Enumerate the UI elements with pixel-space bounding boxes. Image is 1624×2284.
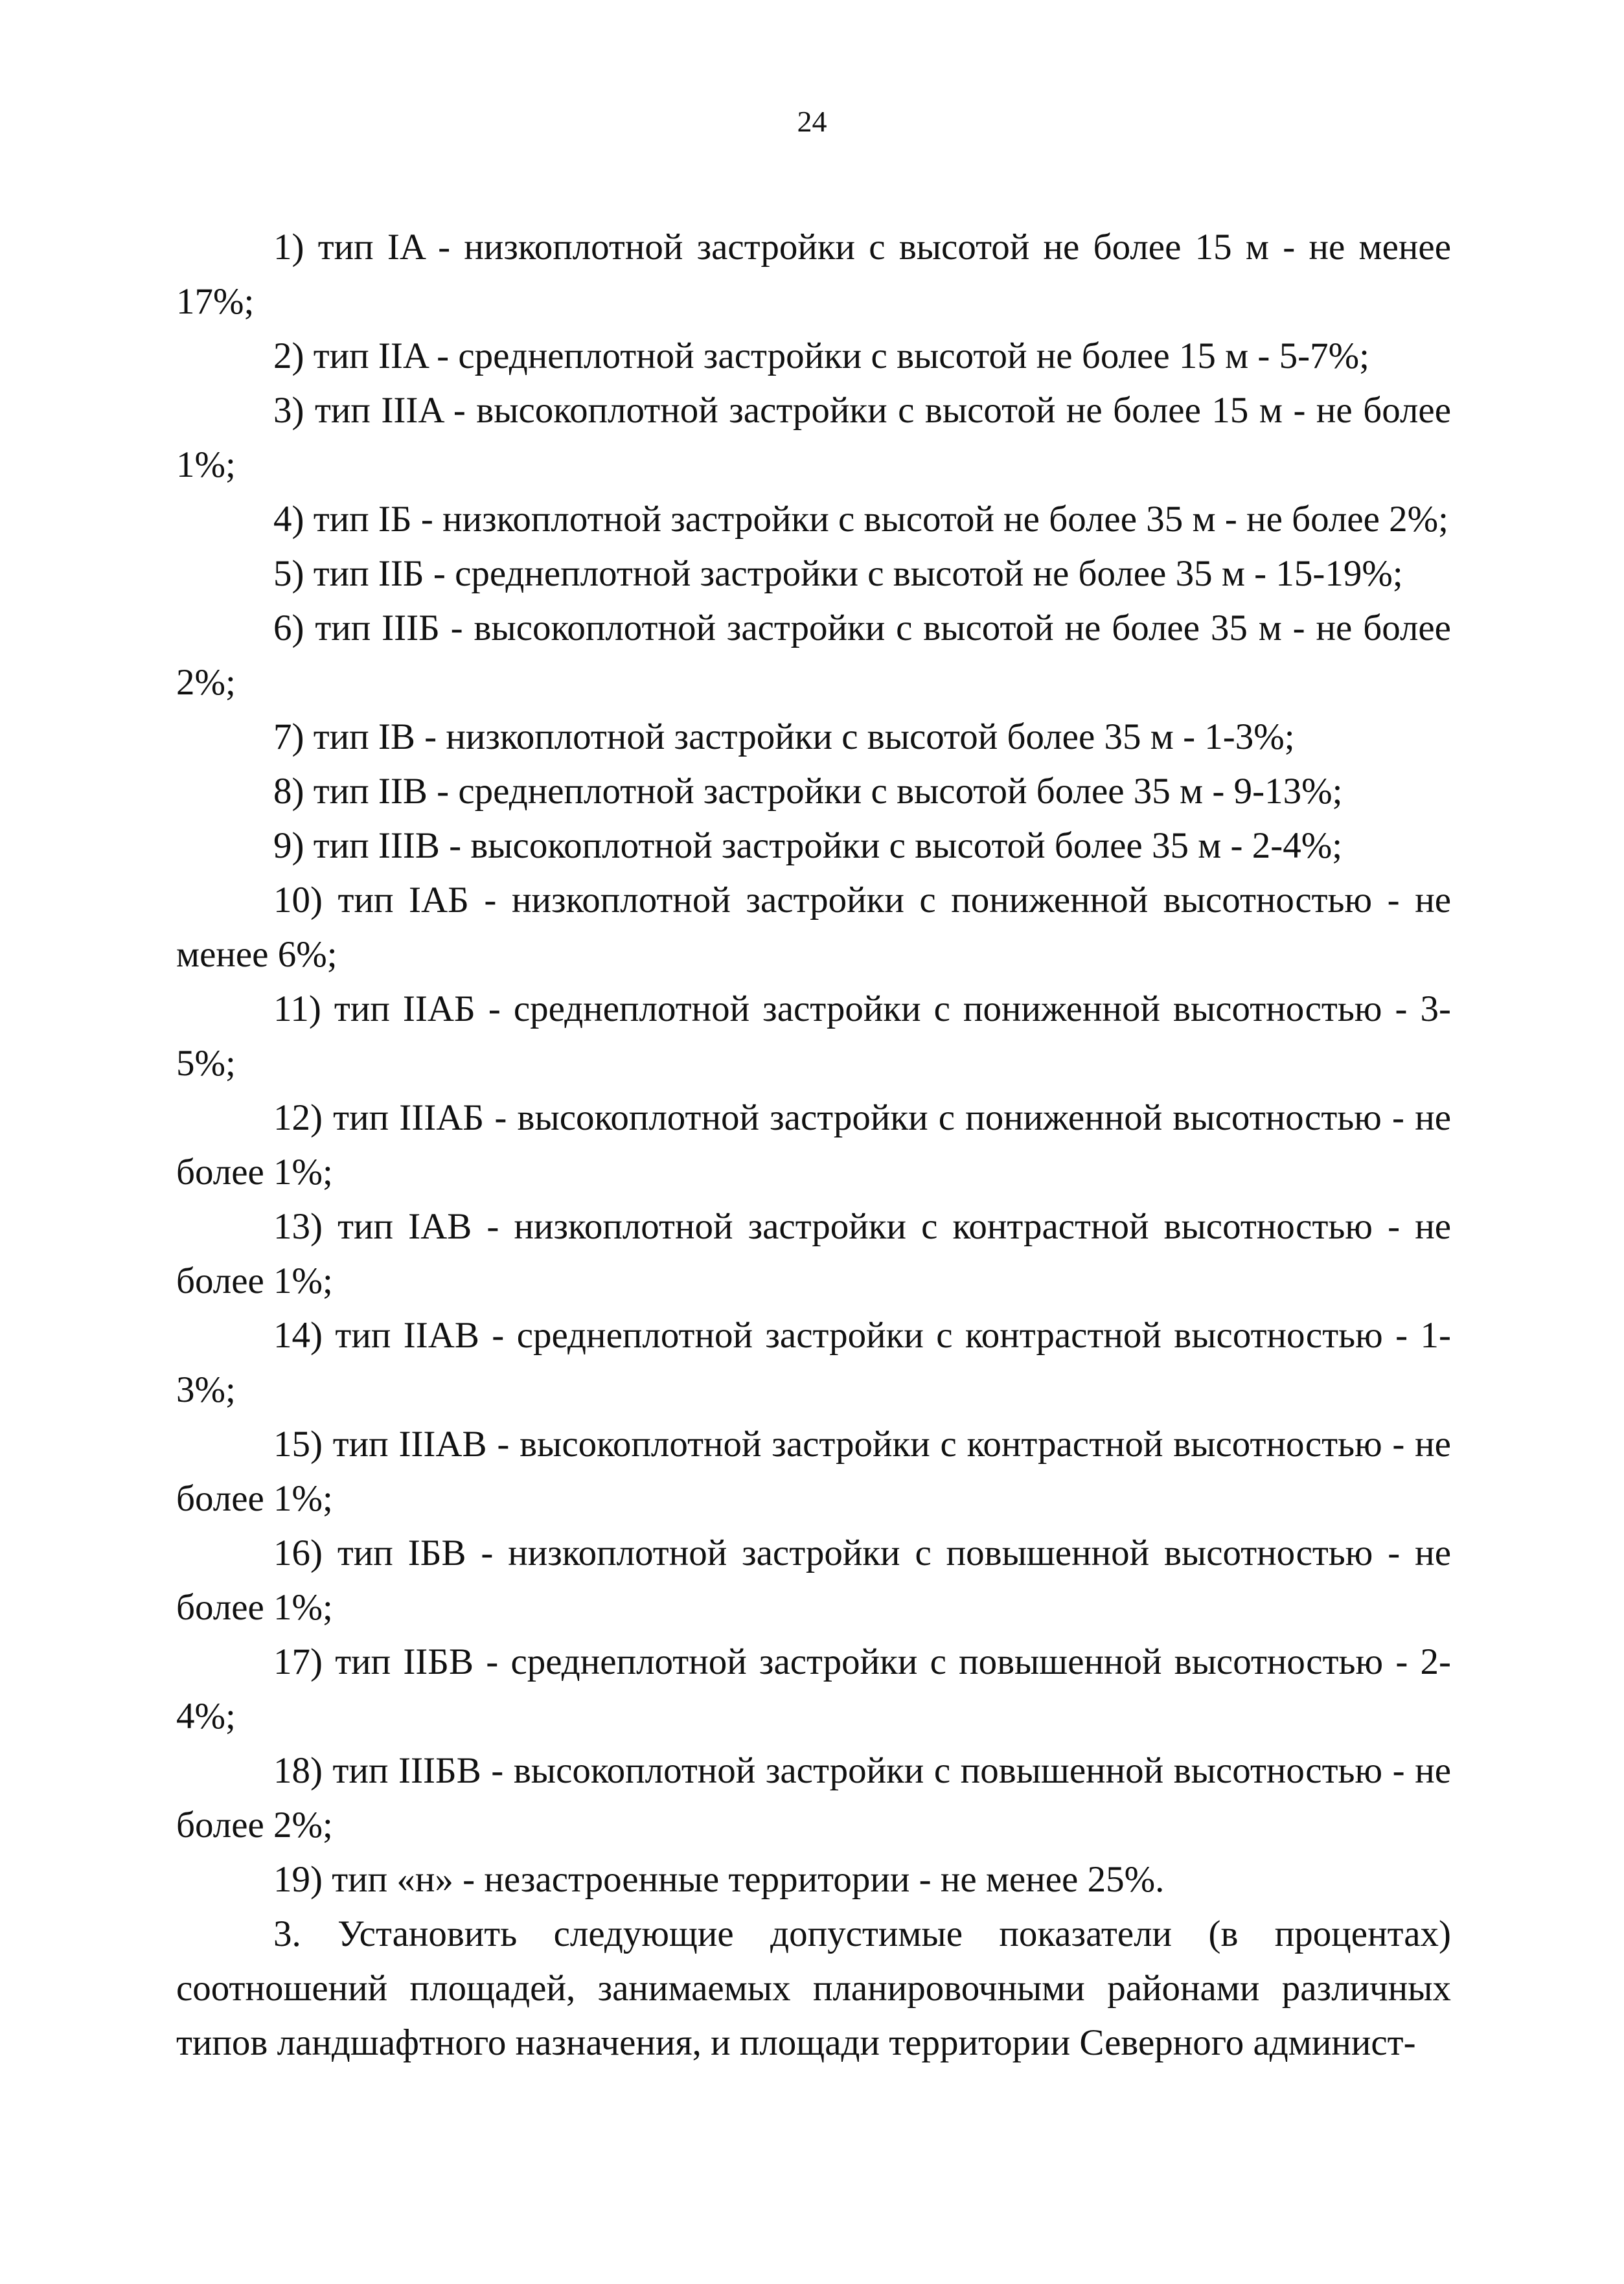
list-item: 17) тип IIБВ - среднеплотной застройки с повышенной высотностью - 2-4%;	[176, 1641, 1451, 1737]
list-item: 7) тип IB - низкоплотной застройки с высотой более 35 м - 1-3%;	[273, 716, 1295, 757]
list-item: 3) тип IIIA - высокоплотной застройки с высотой не более 15 м - не более 1%;	[176, 390, 1451, 485]
list-item: 1) тип IA - низкоплотной застройки с высотой не более 15 м - не менее 17%;	[176, 227, 1451, 322]
list-item: 19) тип «н» - незастроенные территории - не менее 25%.	[273, 1859, 1165, 1900]
list-item: 13) тип IAB - низкоплотной застройки с контрастной высотностью - не более 1%;	[176, 1206, 1451, 1301]
list-item: 4) тип IБ - низкоплотной застройки с высотой не более 35 м - не более 2%;	[273, 499, 1448, 540]
list-item: 15) тип IIIAB - высокоплотной застройки с контрастной высотностью - не более 1%;	[176, 1424, 1451, 1519]
list-item: 5) тип IIБ - среднеплотной застройки с высотой не более 35 м - 15-19%;	[273, 553, 1403, 594]
list-item: 8) тип IIB - среднеплотной застройки с высотой более 35 м - 9-13%;	[273, 771, 1343, 812]
document-body	[176, 220, 1451, 2070]
page-number: 24	[797, 105, 827, 138]
list-item: 16) тип IБВ - низкоплотной застройки с повышенной высотностью - не более 1%;	[176, 1533, 1451, 1628]
list-item: 11) тип IIAБ - среднеплотной застройки с пониженной высотностью - 3-5%;	[176, 988, 1451, 1084]
list-item: 10) тип IAБ - низкоплотной застройки с пониженной высотностью - не менее 6%;	[176, 880, 1451, 975]
list-item: 14) тип IIAB - среднеплотной застройки с контрастной высотностью - 1-3%;	[176, 1315, 1451, 1410]
list-item: 18) тип IIIБВ - высокоплотной застройки с повышенной высотностью - не более 2%;	[176, 1750, 1451, 1845]
list-item: 6) тип IIIБ - высокоплотной застройки с высотой не более 35 м - не более 2%;	[176, 608, 1451, 703]
list-item: 9) тип IIIB - высокоплотной застройки с высотой более 35 м - 2-4%;	[273, 825, 1343, 866]
list-item: 12) тип IIIAБ - высокоплотной застройки с пониженной высотностью - не более 1%;	[176, 1097, 1451, 1193]
body-paragraph: 3. Установить следующие допустимые показатели (в процентах) соотношений площадей, занимаемых планировочными районами различных типов ландшафтного назначения, и площади территории Северного админист-	[176, 1913, 1451, 2063]
list-item: 2) тип IIA - среднеплотной застройки с высотой не более 15 м - 5-7%;	[273, 336, 1369, 376]
